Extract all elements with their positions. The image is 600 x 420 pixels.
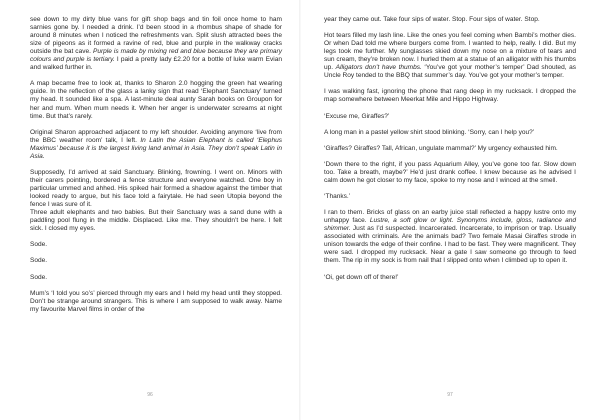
paragraph: Three adult elephants and two babies. But their Sanctuary was a sand dune with a paddling pool flung in the middle. Displaced. Like me. They shouldn’t be here. I felt sick. I closed my eyes. [30,209,282,233]
paragraph: Sode. [30,241,48,249]
paragraph: Supposedly, I’d arrived at said Sanctuary. Blinking, frowning. I went on. Minors with their carers pointing, bordered a fence structure and everyone watched. One boy in particular ummed and ahhed. His spiked hair formed a shadow against the timber that looked ready to argue, but his face told a fairytale. He had seen Utopia beyond the fence I was sure of it. [30,168,282,209]
page-number: 97 [447,392,453,398]
paragraph: I was walking fast, ignoring the phone that rang deep in my rucksack. I dropped the map somewhere between Meerkat Mile and Hippo Highway. [324,88,576,104]
paragraph: year they came out. Take four sips of water. Stop. Four sips of water. Stop. [324,16,540,23]
paragraph: ‘Oi, get down off of there!’ [324,273,399,281]
right-page [300,0,600,420]
paragraph: Hot tears filled my lash line. Like the ones you feel coming when Bambi’s mother dies. Or when Dad told me where burgers come from. I wanted to help, really. I did. But my legs took me further. My sunglasses skied down my nose on a mixture of tears and sun cream, they’re broken now. I hurled them at a statue of an alligator with his thumbs up. Alligators don’t have thumbs. ‘You’ve got your mother’s temper’ Dad shouted, as Uncle Roy tended to the BBQ that summer’s day. You’ve got your mother’s temper. [324,32,576,80]
paragraph: ‘Excuse me, Giraffes?’ [324,112,390,120]
page-number: 96 [147,392,153,398]
paragraph: A long man in a pastel yellow shirt stood blinking. ‘Sorry, can I help you?’ [324,128,535,136]
paragraph: Sode. [30,257,48,265]
paragraph: see down to my dirty blue vans for gift shop bags and tin foil once home to ham sarnies gone by. I needed a drink. I’d been stood in a rhombus shape of shade for around 8 minutes when I noticed the refreshments van. Split slush attracted bees the size of pigeons as it formed a ravine of red, blue and purple in the walkway cracks outside the bat cave. Purple is made by mixing red and blue because they are primary colours and purple is tertiary. I paid a pretty lady £2.20 for a bottle of luke warm Evian and walked further in. [30,16,282,72]
paragraph: ‘Down there to the right, if you pass Aquarium Alley, you’ve gone too far. Slow down too. Take a breath, maybe?’ He’d just drank coffee. I knew because as he advised I calm down he got closer to my face, spoke to my nose and I winced at the smell. [324,160,576,184]
paragraph: ‘Thanks.’ [324,193,351,201]
paragraph: Original Sharon approached adjacent to my left shoulder. Avoiding anymore ‘live from the BBC weather room’ talk, I left. In Latin the Asian Elephant is called ‘Elephus Maximus’ because it is the largest living land animal in Asia. They don’t speak Latin in Asia. [30,128,283,160]
paragraph: I ran to them. Bricks of glass on an earby juice stall reflected a happy lustre onto my unhappy face. Lustre, a soft glow or light. Synonyms include, gloss, radiance and shimmer. Just as I’d suspected. Incarcerated. Incarcerate, to imprison or trap. Usually associated with criminals. Are the animals bad? Two female Masai Giraffes strode in unison towards the edge of their confine. I had to be fast. They were magnificent. They were sad. I dropped my rucksack. Near a gate I saw someone go through to feed them. The rip in my sock is from nail that I slipped onto when I climbed up to open it. [324,209,577,265]
paragraph: Mum’s ‘I told you so’s’ pierced through my ears and I held my head until they stopped. Don’t be strange around strangers. This is where I am supposed to walk away. Name my favourite Marvel films in order of the [30,289,282,313]
right-page-text [324,16,576,290]
paragraph: A map became free to look at, thanks to Sharon 2.0 hogging the green hat wearing guide. In the reflection of the glass a lanky sign that read ‘Elephant Sanctuary’ turned my head. It sounded like a spa. A last-minute deal aunty Sarah books on Groupon for her and mum. When mum needs it. When her anger is underwater screams at night time. But that’s rarely. [30,80,282,120]
left-page-text [30,16,282,322]
paragraph: ‘Giraffes? Giraffes? Tall, African, ungulate mammal?’ My urgency exhausted him. [324,144,558,152]
paragraph: Sode. [30,273,48,281]
